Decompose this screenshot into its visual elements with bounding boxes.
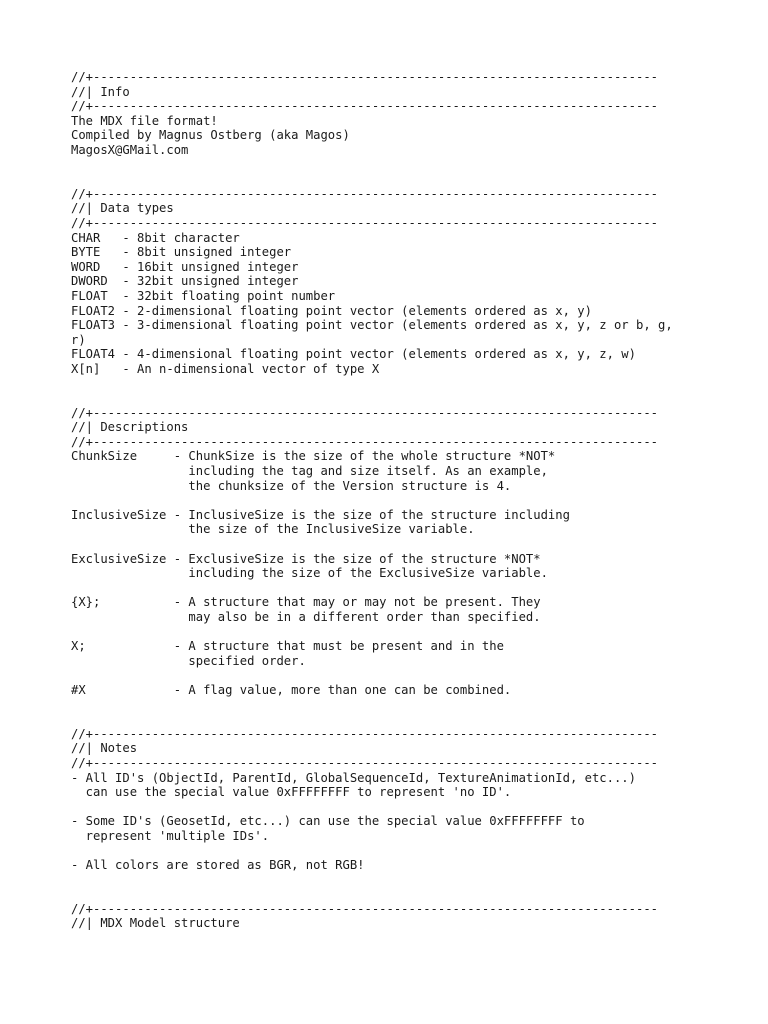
separator-line: //+----------------------------------------------------------------------------- bbox=[71, 434, 658, 449]
text-line: {X}; - A structure that may or may not be present. They bbox=[71, 595, 541, 610]
text-line: WORD - 16bit unsigned integer bbox=[71, 259, 299, 274]
separator-line: //+----------------------------------------------------------------------------- bbox=[71, 755, 658, 770]
text-line: ChunkSize - ChunkSize is the size of the whole structure *NOT* bbox=[71, 449, 556, 464]
text-line: represent 'multiple IDs'. bbox=[71, 828, 270, 843]
text-line: - All colors are stored as BGR, not RGB! bbox=[71, 858, 365, 873]
blank-line bbox=[71, 493, 761, 508]
text-line: including the tag and size itself. As an example, bbox=[71, 464, 548, 479]
blank-line bbox=[71, 712, 761, 727]
blank-line bbox=[71, 887, 761, 902]
blank-line bbox=[71, 843, 761, 858]
blank-line bbox=[71, 698, 761, 713]
text-line: - Some ID's (GeosetId, etc...) can use the special value 0xFFFFFFFF to bbox=[71, 814, 585, 829]
text-line: DWORD - 32bit unsigned integer bbox=[71, 274, 299, 289]
text-line: specified order. bbox=[71, 653, 306, 668]
section-heading-info: //| Info bbox=[71, 84, 130, 99]
text-line: can use the special value 0xFFFFFFFF to represent 'no ID'. bbox=[71, 785, 512, 800]
blank-line bbox=[71, 537, 761, 552]
blank-line bbox=[71, 391, 761, 406]
blank-line bbox=[71, 625, 761, 640]
text-line: X; - A structure that must be present and in the bbox=[71, 639, 504, 654]
blank-line bbox=[71, 172, 761, 187]
text-line: FLOAT - 32bit floating point number bbox=[71, 288, 336, 303]
section-heading-descriptions: //| Descriptions bbox=[71, 420, 189, 435]
text-line: InclusiveSize - InclusiveSize is the size of the structure including bbox=[71, 507, 570, 522]
text-line: FLOAT3 - 3-dimensional floating point vector (elements ordered as x, y, z or b, g, bbox=[71, 318, 673, 333]
separator-line: //+----------------------------------------------------------------------------- bbox=[71, 405, 658, 420]
separator-line: //+----------------------------------------------------------------------------- bbox=[71, 99, 658, 114]
blank-line bbox=[71, 376, 761, 391]
text-line: BYTE - 8bit unsigned integer bbox=[71, 245, 292, 260]
section-heading-notes: //| Notes bbox=[71, 741, 138, 756]
section-heading-mdx-model-structure: //| MDX Model structure bbox=[71, 916, 240, 931]
separator-line: //+----------------------------------------------------------------------------- bbox=[71, 901, 658, 916]
text-line: #X - A flag value, more than one can be combined. bbox=[71, 682, 512, 697]
text-line: ExclusiveSize - ExclusiveSize is the size of the structure *NOT* bbox=[71, 551, 541, 566]
text-line: Compiled by Magnus Ostberg (aka Magos) bbox=[71, 128, 350, 143]
text-line: The MDX file format! bbox=[71, 113, 218, 128]
text-line: the size of the InclusiveSize variable. bbox=[71, 522, 475, 537]
blank-line bbox=[71, 800, 761, 815]
text-line: - All ID's (ObjectId, ParentId, GlobalSequenceId, TextureAnimationId, etc...) bbox=[71, 770, 636, 785]
blank-line bbox=[71, 581, 761, 596]
text-line: FLOAT2 - 2-dimensional floating point vector (elements ordered as x, y) bbox=[71, 303, 592, 318]
text-line: FLOAT4 - 4-dimensional floating point vector (elements ordered as x, y, z, w) bbox=[71, 347, 636, 362]
separator-line: //+----------------------------------------------------------------------------- bbox=[71, 215, 658, 230]
text-line: MagosX@GMail.com bbox=[71, 142, 189, 157]
separator-line: //+----------------------------------------------------------------------------- bbox=[71, 186, 658, 201]
blank-line bbox=[71, 158, 761, 173]
separator-line: //+----------------------------------------------------------------------------- bbox=[71, 726, 658, 741]
document-page bbox=[71, 70, 761, 931]
text-line: the chunksize of the Version structure is 4. bbox=[71, 478, 512, 493]
text-line: including the size of the ExclusiveSize variable. bbox=[71, 566, 548, 581]
blank-line bbox=[71, 873, 761, 888]
text-line: X[n] - An n-dimensional vector of type X bbox=[71, 361, 380, 376]
text-line: CHAR - 8bit character bbox=[71, 230, 240, 245]
section-heading-data-types: //| Data types bbox=[71, 201, 174, 216]
separator-line: //+----------------------------------------------------------------------------- bbox=[71, 70, 658, 84]
text-line: may also be in a different order than specified. bbox=[71, 609, 541, 624]
blank-line bbox=[71, 668, 761, 683]
text-line: r) bbox=[71, 332, 86, 347]
